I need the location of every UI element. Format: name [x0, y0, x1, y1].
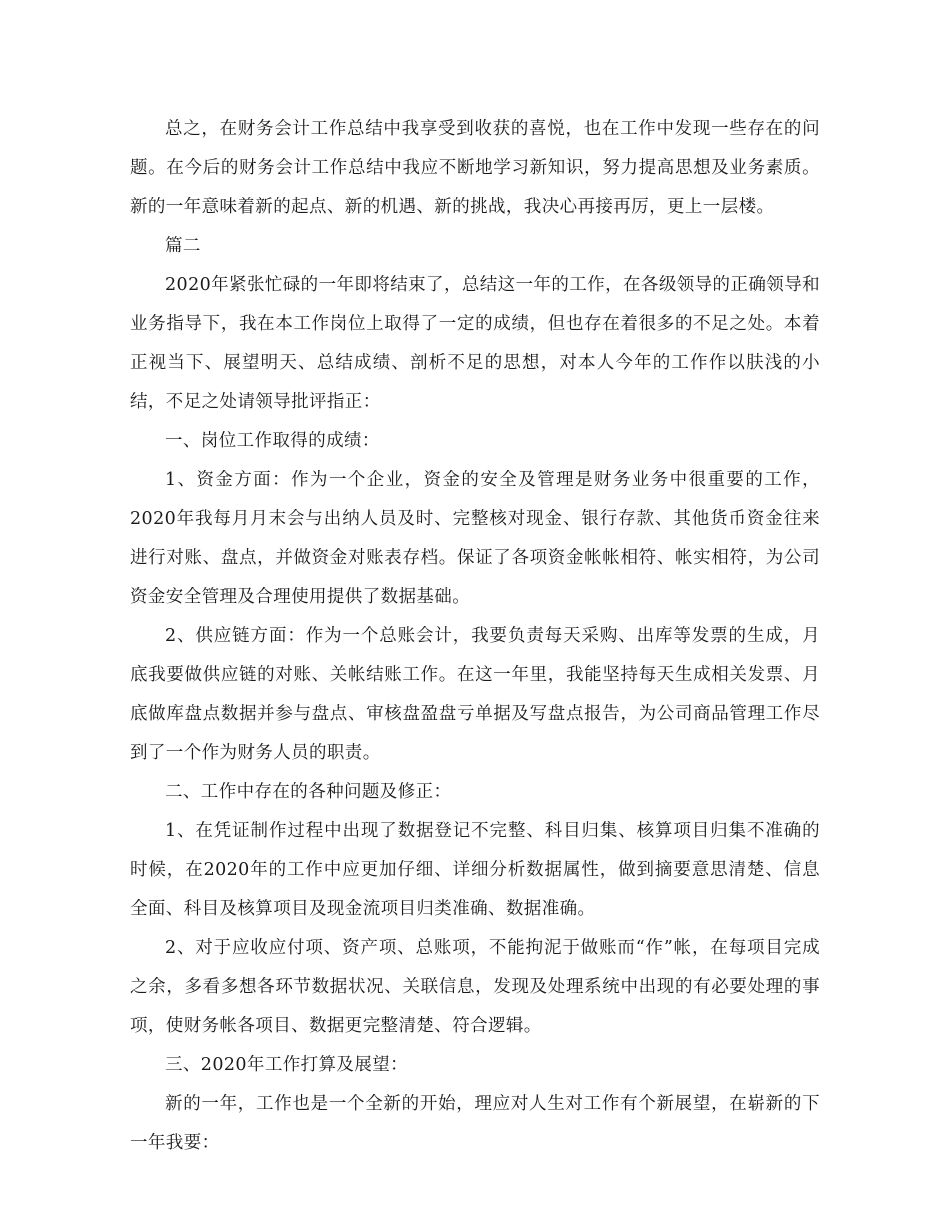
heading-problems: 二、工作中存在的各种问题及修正： [165, 782, 452, 802]
heading-achievements: 一、岗位工作取得的成绩： [165, 431, 380, 451]
paragraph-supply-chain: 2、供应链方面：作为一个总账会计，我要负责每天采购、出库等发票的生成，月底我要做供应链的对账、关帐结账工作。在这一年里，我能坚持每天生成相关发票、月底做库盘点数据并参与盘点、审核盘盈盘亏单据及写盘点报告，为公司商品管理工作尽到了一个作为财务人员的职责。 [130, 626, 820, 763]
section-heading-part-two: 篇二 [165, 236, 201, 256]
paragraph-intro: 2020年紧张忙碌的一年即将结束了，总结这一年的工作，在各级领导的正确领导和业务指导下，我在本工作岗位上取得了一定的成绩，但也存在着很多的不足之处。本着正视当下、展望明天、总结成绩、剖析不足的思想，对本人今年的工作作以肤浅的小结，不足之处请领导批评指正： [130, 275, 820, 412]
paragraph-funds: 1、资金方面：作为一个企业，资金的安全及管理是财务业务中很重要的工作，2020年我每月月末会与出纳人员及时、完整核对现金、银行存款、其他货币资金往来进行对账、盘点，并做资金对账表存档。保证了各项资金帐帐相符、帐实相符，为公司资金安全管理及合理使用提供了数据基础。 [130, 470, 820, 607]
paragraph-summary: 总之，在财务会计工作总结中我享受到收获的喜悦，也在工作中发现一些存在的问题。在今后的财务会计工作总结中我应不断地学习新知识，努力提高思想及业务素质。新的一年意味着新的起点、新的机遇、新的挑战，我决心再接再厉，更上一层楼。 [130, 119, 820, 217]
paragraph-voucher-issues: 1、在凭证制作过程中出现了数据登记不完整、科目归集、核算项目归集不准确的时候，在2020年的工作中应更加仔细、详细分析数据属性，做到摘要意思清楚、信息全面、科目及核算项目及现金流项目归类准确、数据准确。 [130, 821, 820, 919]
heading-plans: 三、2020年工作打算及展望： [165, 1055, 409, 1075]
document-body [130, 110, 820, 1163]
paragraph-accounts-issues: 2、对于应收应付项、资产项、总账项，不能拘泥于做账而“作”帐，在每项目完成之余，多看多想各环节数据状况、关联信息，发现及处理系统中出现的有必要处理的事项，使财务帐各项目、数据更完整清楚、符合逻辑。 [130, 938, 820, 1036]
paragraph-outlook: 新的一年，工作也是一个全新的开始，理应对人生对工作有个新展望，在崭新的下一年我要： [130, 1094, 820, 1153]
